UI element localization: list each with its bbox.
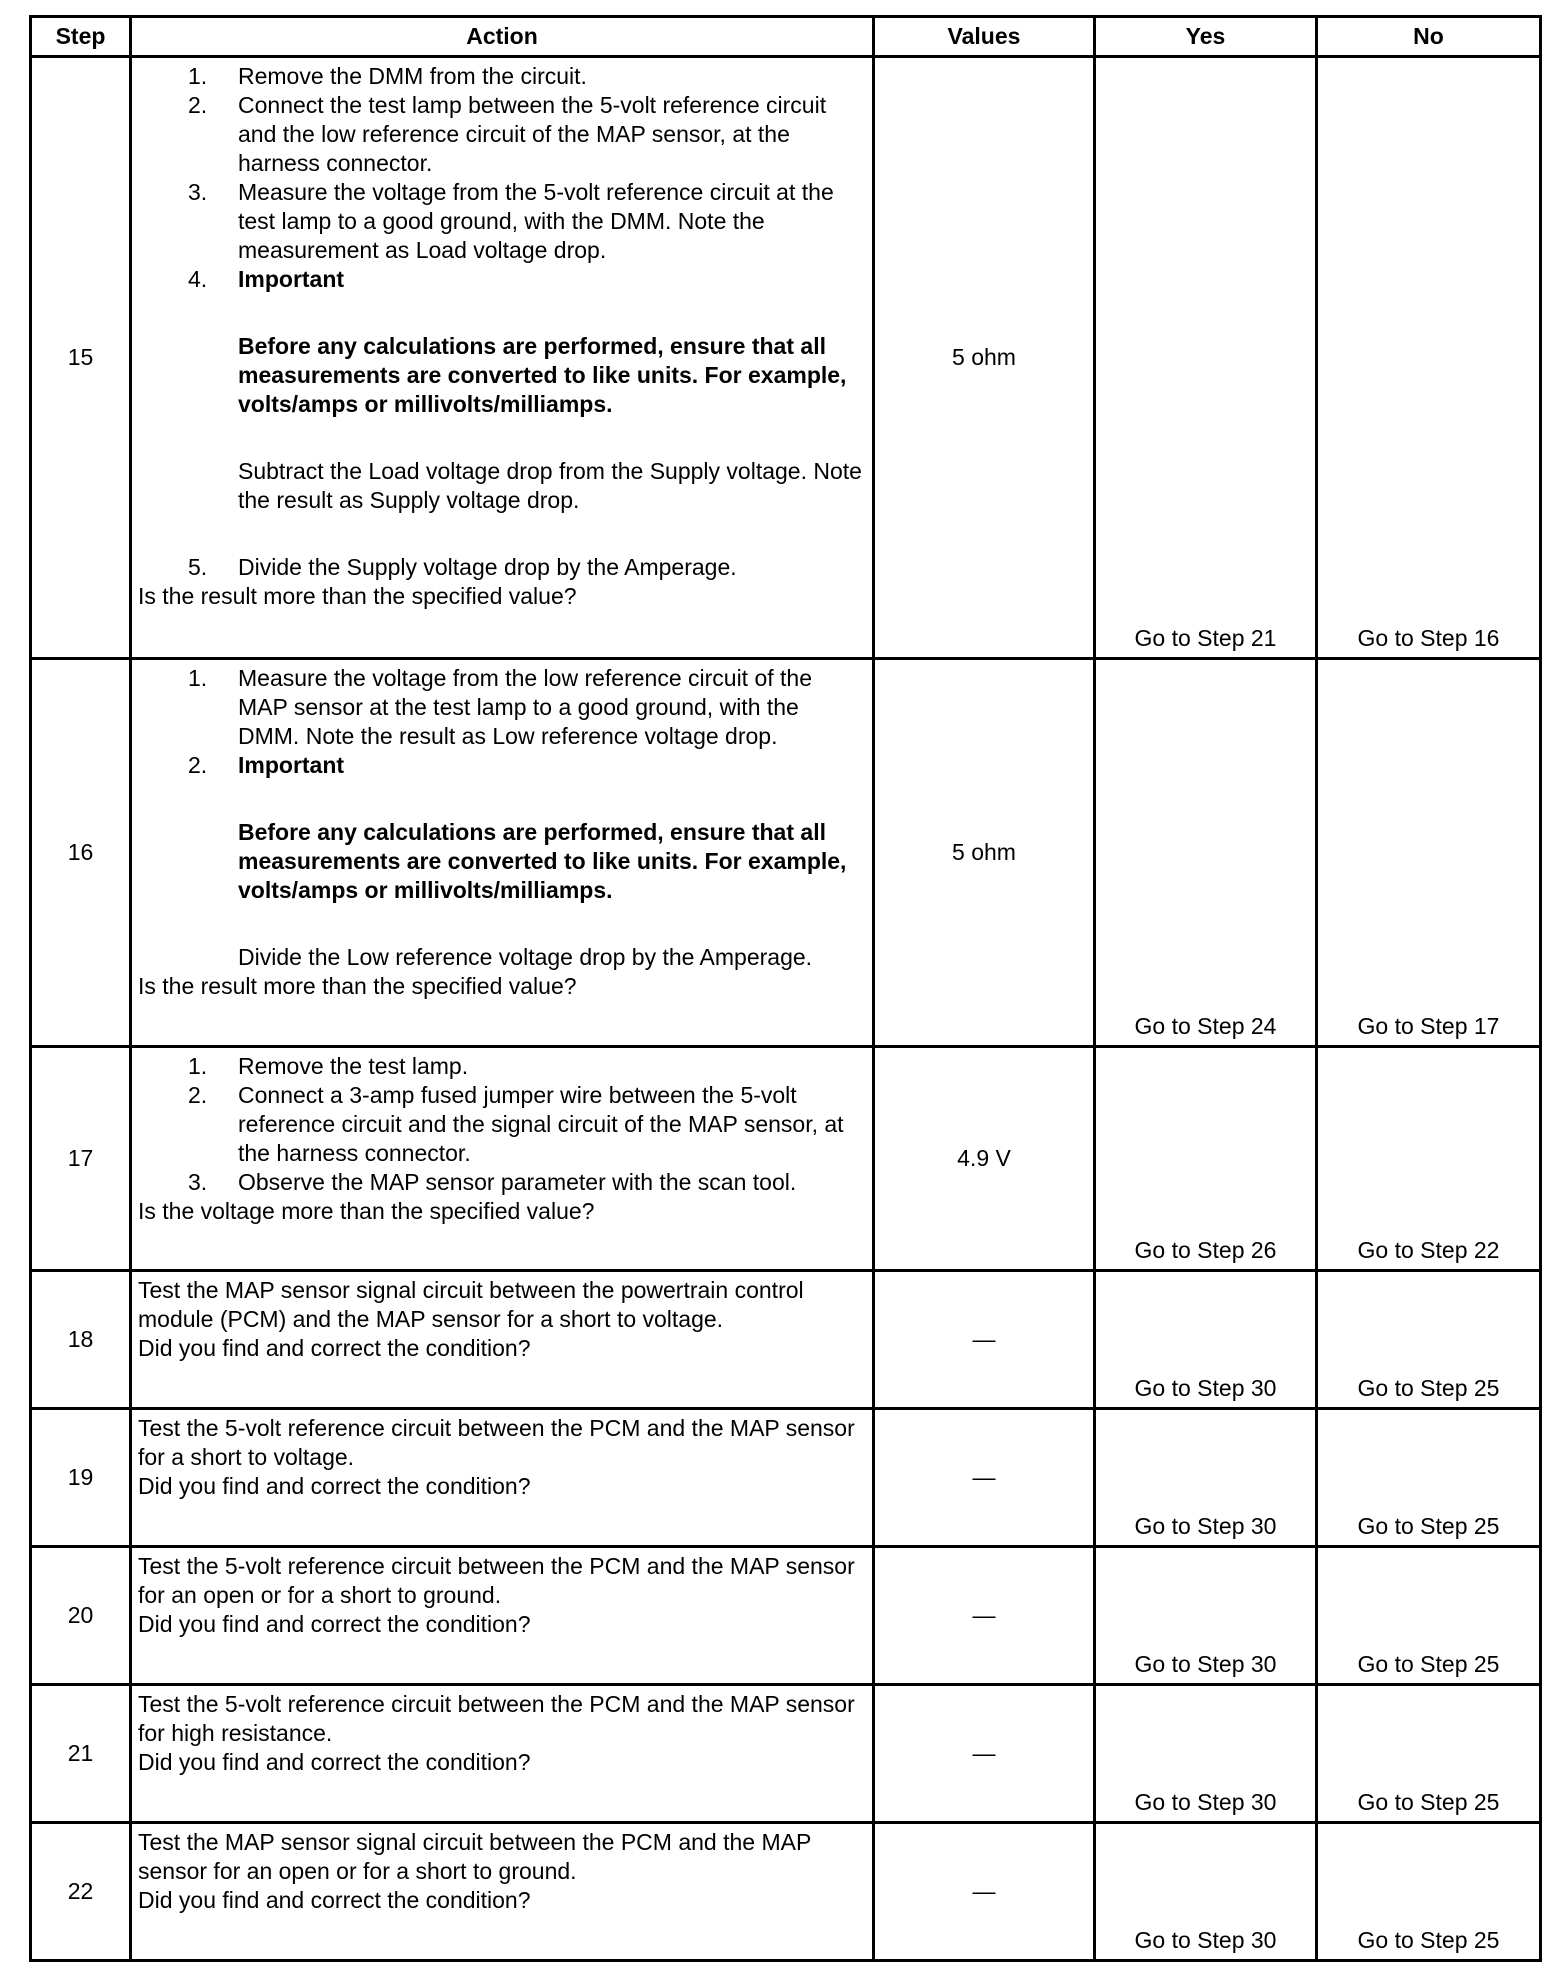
sub-text: Subtract the Load voltage drop from the Supply voltage. Note the result as Supply voltage drop. (238, 458, 862, 513)
value-cell: — (874, 1685, 1095, 1823)
list-item: 2. Important (138, 751, 866, 780)
header-no: No (1317, 17, 1541, 57)
list-item: 3. Observe the MAP sensor parameter with the scan tool. (188, 1169, 797, 1195)
action-text: Test the 5-volt reference circuit between the PCM and the MAP sensor for an open or for a short to ground. (138, 1553, 855, 1608)
no-link[interactable]: Go to Step 22 (1317, 1047, 1541, 1271)
step-number: 19 (31, 1409, 131, 1547)
value-cell: — (874, 1547, 1095, 1685)
yes-link[interactable]: Go to Step 30 (1095, 1547, 1317, 1685)
sub-text: Divide the Low reference voltage drop by the Amperage. (238, 944, 813, 970)
list-item: 1. Remove the test lamp. (188, 1053, 469, 1079)
no-link[interactable]: Go to Step 16 (1317, 57, 1541, 659)
header-step: Step (31, 17, 131, 57)
list-item: 2. Connect the test lamp between the 5-volt reference circuit and the low reference circuit of the MAP sensor, at the harness connector. (188, 92, 827, 176)
value-cell: 5 ohm (874, 659, 1095, 1047)
action-text: Test the 5-volt reference circuit between the PCM and the MAP sensor for a short to voltage. (138, 1415, 855, 1470)
action-cell (131, 1823, 874, 1961)
step-number: 22 (31, 1823, 131, 1961)
action-cell (131, 57, 874, 659)
header-values: Values (874, 17, 1095, 57)
list-item: 3. Measure the voltage from the 5-volt reference circuit at the test lamp to a good ground, with the DMM. Note the measurement as Load voltage drop. (188, 179, 834, 263)
table-row-step-20 (31, 1547, 1541, 1685)
step-number: 21 (31, 1685, 131, 1823)
yes-link[interactable]: Go to Step 24 (1095, 659, 1317, 1047)
step-number: 18 (31, 1271, 131, 1409)
header-yes: Yes (1095, 17, 1317, 57)
important-note: Before any calculations are performed, ensure that all measurements are converted to like units. For example, volts/amps or millivolts/milliamps. (238, 819, 847, 903)
list-item: 1. Remove the DMM from the circuit. (188, 63, 587, 89)
question-text: Did you find and correct the condition? (138, 1611, 531, 1637)
action-text: Test the MAP sensor signal circuit between the powertrain control module (PCM) and the MAP sensor for a short to voltage. (138, 1277, 804, 1332)
list-item: 1. Measure the voltage from the low reference circuit of the MAP sensor at the test lamp to a good ground, with the DMM. Note the result as Low reference voltage drop. (188, 665, 813, 749)
yes-link[interactable]: Go to Step 30 (1095, 1685, 1317, 1823)
action-cell (131, 1047, 874, 1271)
diagnostic-table (29, 15, 1542, 1962)
step-number: 16 (31, 659, 131, 1047)
action-cell (131, 1271, 874, 1409)
table-row-step-22 (31, 1823, 1541, 1961)
question-text: Did you find and correct the condition? (138, 1473, 531, 1499)
action-cell (131, 1547, 874, 1685)
table-row-step-19 (31, 1409, 1541, 1547)
table-row-step-15 (31, 57, 1541, 659)
question-text: Did you find and correct the condition? (138, 1749, 531, 1775)
step-number: 20 (31, 1547, 131, 1685)
no-link[interactable]: Go to Step 17 (1317, 659, 1541, 1047)
no-link[interactable]: Go to Step 25 (1317, 1271, 1541, 1409)
no-link[interactable]: Go to Step 25 (1317, 1547, 1541, 1685)
table-row-step-16 (31, 659, 1541, 1047)
yes-link[interactable]: Go to Step 30 (1095, 1823, 1317, 1961)
action-cell (131, 1685, 874, 1823)
yes-link[interactable]: Go to Step 21 (1095, 57, 1317, 659)
value-cell: — (874, 1823, 1095, 1961)
table-row-step-21 (31, 1685, 1541, 1823)
question-text: Did you find and correct the condition? (138, 1887, 531, 1913)
header-row (31, 17, 1541, 57)
step-number: 17 (31, 1047, 131, 1271)
action-cell (131, 1409, 874, 1547)
value-cell: — (874, 1409, 1095, 1547)
question-text: Is the result more than the specified value? (138, 583, 577, 609)
step-number: 15 (31, 57, 131, 659)
yes-link[interactable]: Go to Step 26 (1095, 1047, 1317, 1271)
question-text: Is the voltage more than the specified value? (138, 1198, 595, 1224)
action-text: Test the MAP sensor signal circuit between the PCM and the MAP sensor for an open or for a short to ground. (138, 1829, 811, 1884)
important-label: Important (238, 752, 345, 778)
value-cell: — (874, 1271, 1095, 1409)
no-link[interactable]: Go to Step 25 (1317, 1685, 1541, 1823)
value-cell: 5 ohm (874, 57, 1095, 659)
question-text: Is the result more than the specified value? (138, 973, 577, 999)
table-row-step-17 (31, 1047, 1541, 1271)
important-label: Important (238, 266, 345, 292)
list-item: 5. Divide the Supply voltage drop by the Amperage. (188, 554, 737, 580)
important-note: Before any calculations are performed, ensure that all measurements are converted to like units. For example, volts/amps or millivolts/milliamps. (238, 333, 847, 417)
question-text: Did you find and correct the condition? (138, 1335, 531, 1361)
no-link[interactable]: Go to Step 25 (1317, 1409, 1541, 1547)
yes-link[interactable]: Go to Step 30 (1095, 1409, 1317, 1547)
action-text: Test the 5-volt reference circuit between the PCM and the MAP sensor for high resistance. (138, 1691, 855, 1746)
table-row-step-18 (31, 1271, 1541, 1409)
yes-link[interactable]: Go to Step 30 (1095, 1271, 1317, 1409)
action-cell (131, 659, 874, 1047)
header-action: Action (131, 17, 874, 57)
value-cell: 4.9 V (874, 1047, 1095, 1271)
list-item: 2. Connect a 3-amp fused jumper wire between the 5-volt reference circuit and the signal circuit of the MAP sensor, at the harness connector. (188, 1082, 844, 1166)
no-link[interactable]: Go to Step 25 (1317, 1823, 1541, 1961)
list-item: 4. Important (138, 265, 866, 294)
